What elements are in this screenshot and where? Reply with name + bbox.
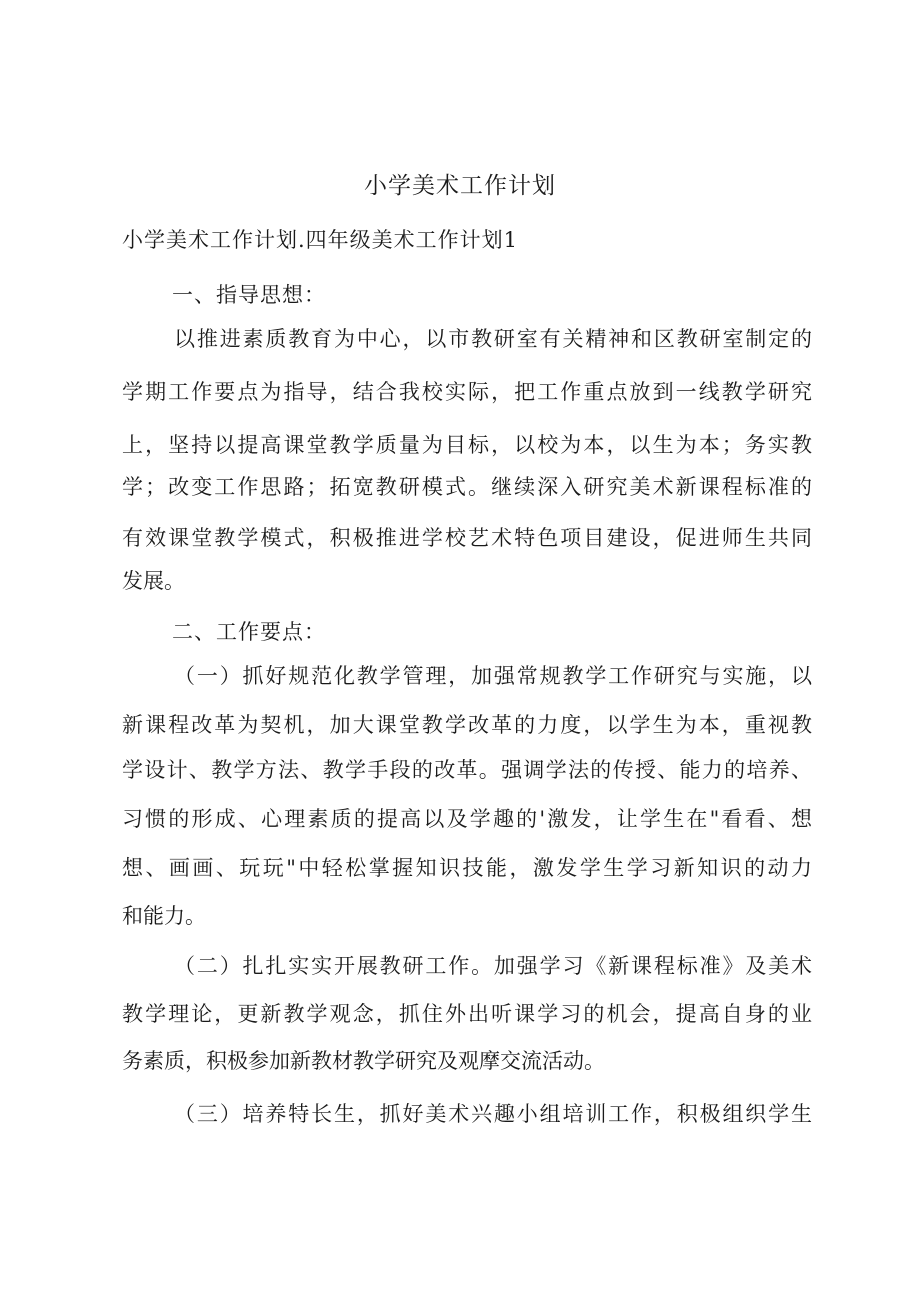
paragraph-line: （二）扎扎实实开展教研工作。加强学习《新课程标准》及美术 bbox=[174, 954, 812, 978]
paragraph-line: （三）培养特长生，抓好美术兴趣小组培训工作，积极组织学生 bbox=[174, 1102, 812, 1126]
paragraph-line: 教学理论，更新教学观念，抓住外出听课学习的机会，提高自身的业 bbox=[122, 1002, 812, 1026]
section-heading-guiding-ideology: 一、指导思想： bbox=[172, 283, 326, 307]
paragraph-line: 上，坚持以提高课堂教学质量为目标，以校为本，以生为本；务实教 bbox=[122, 433, 812, 457]
paragraph-line: 务素质，积极参加新教材教学研究及观摩交流活动。 bbox=[122, 1049, 605, 1073]
paragraph-line: 以推进素质教育为中心，以市教研室有关精神和区教研室制定的 bbox=[174, 327, 812, 351]
paragraph-line: （一）抓好规范化教学管理，加强常规教学工作研究与实施，以 bbox=[174, 664, 812, 688]
section-heading-work-points: 二、工作要点： bbox=[172, 620, 326, 644]
paragraph-line: 学设计、教学方法、教学手段的改革。强调学法的传授、能力的培养、 bbox=[122, 758, 812, 782]
paragraph-line: 学；改变工作思路；拓宽教研模式。继续深入研究美术新课程标准的 bbox=[122, 475, 812, 499]
document-subtitle: 小学美术工作计划.四年级美术工作计划1 bbox=[122, 228, 519, 252]
paragraph-line: 习惯的形成、心理素质的提高以及学趣的'激发，让学生在"看看、想 bbox=[122, 807, 812, 831]
paragraph-line: 新课程改革为契机，加大课堂教学改革的力度，以学生为本，重视教 bbox=[122, 713, 812, 737]
paragraph-line: 发展。 bbox=[122, 569, 185, 593]
paragraph-line: 和能力。 bbox=[122, 904, 206, 928]
paragraph-line: 学期工作要点为指导，结合我校实际，把工作重点放到一线教学研究 bbox=[122, 380, 812, 404]
paragraph-line: 有效课堂教学模式，积极推进学校艺术特色项目建设，促进师生共同 bbox=[122, 526, 812, 550]
paragraph-line: 想、画画、玩玩"中轻松掌握知识技能，激发学生学习新知识的动力 bbox=[122, 856, 812, 880]
document-title: 小学美术工作计划 bbox=[364, 173, 556, 199]
